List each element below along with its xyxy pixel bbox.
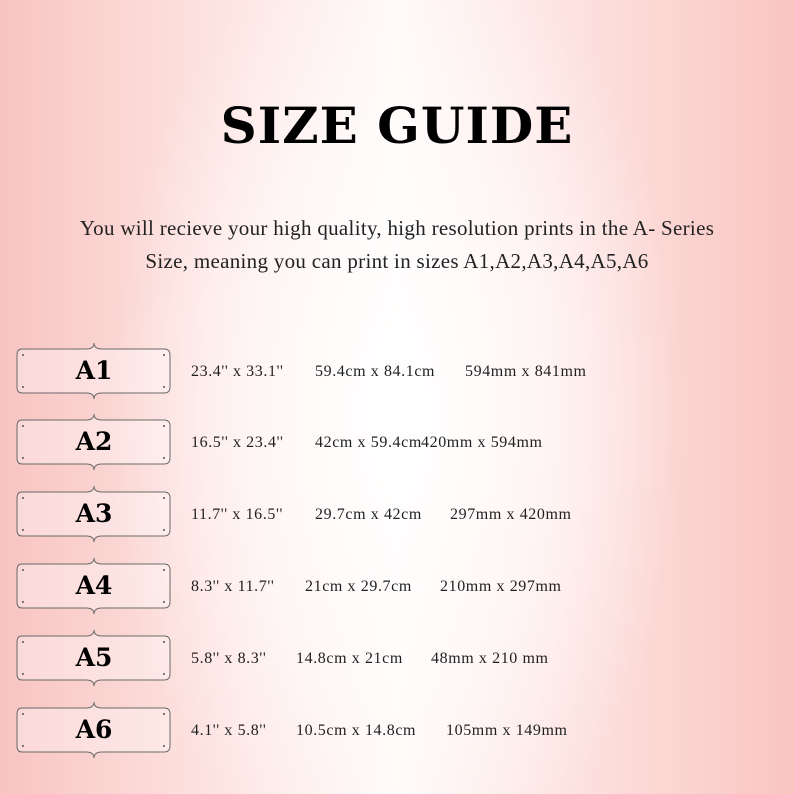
dim-inches: 11.7'' x 16.5'': [191, 506, 283, 523]
size-label: A3: [75, 499, 113, 528]
dim-mm: 594mm x 841mm: [465, 363, 587, 380]
dim-mm: 105mm x 149mm: [446, 722, 568, 739]
dim-inches: 23.4'' x 33.1'': [191, 363, 284, 380]
dim-cm: 14.8cm x 21cm: [296, 650, 403, 667]
page-title: SIZE GUIDE: [220, 96, 574, 155]
dim-cm: 42cm x 59.4cm: [315, 434, 422, 451]
intro-line-2: Size, meaning you can print in sizes A1,A2,A3,A4,A5,A6: [145, 249, 649, 273]
size-row-a5: [14, 628, 774, 688]
dim-cm: 29.7cm x 42cm: [315, 506, 422, 523]
dim-mm: 297mm x 420mm: [450, 506, 572, 523]
size-row-a6: [14, 700, 774, 760]
dim-inches: 4.1'' x 5.8'': [191, 722, 267, 739]
size-plate: [14, 556, 174, 616]
dim-cm: 10.5cm x 14.8cm: [296, 722, 417, 739]
size-dimensions: [191, 556, 562, 616]
dim-cm: 21cm x 29.7cm: [305, 578, 412, 595]
size-dimensions: [191, 341, 587, 401]
size-plate: [14, 700, 174, 760]
size-plate: [14, 412, 174, 472]
size-dimensions: [191, 484, 572, 544]
intro-text: [12, 212, 782, 278]
size-row-a4: [14, 556, 774, 616]
size-plate: [14, 341, 174, 401]
size-dimensions: [191, 628, 549, 688]
size-label: A4: [75, 571, 113, 600]
size-label: A6: [75, 715, 113, 744]
dim-inches: 5.8'' x 8.3'': [191, 650, 267, 667]
dim-inches: 8.3'' x 11.7'': [191, 578, 275, 595]
size-plate: [14, 628, 174, 688]
size-label: A5: [75, 643, 113, 672]
dim-inches: 16.5'' x 23.4'': [191, 434, 284, 451]
size-row-a2: [14, 412, 774, 472]
size-row-a3: [14, 484, 774, 544]
size-row-a1: [14, 341, 774, 401]
size-label: A2: [75, 427, 113, 456]
dim-mm: 420mm x 594mm: [421, 434, 543, 451]
size-plate: [14, 484, 174, 544]
dim-mm: 48mm x 210 mm: [431, 650, 549, 667]
size-dimensions: [191, 700, 568, 760]
size-label: A1: [75, 356, 113, 385]
dim-mm: 210mm x 297mm: [440, 578, 562, 595]
size-dimensions: [191, 412, 543, 472]
intro-line-1: You will recieve your high quality, high resolution prints in the A- Series: [79, 216, 715, 240]
dim-cm: 59.4cm x 84.1cm: [315, 363, 436, 380]
